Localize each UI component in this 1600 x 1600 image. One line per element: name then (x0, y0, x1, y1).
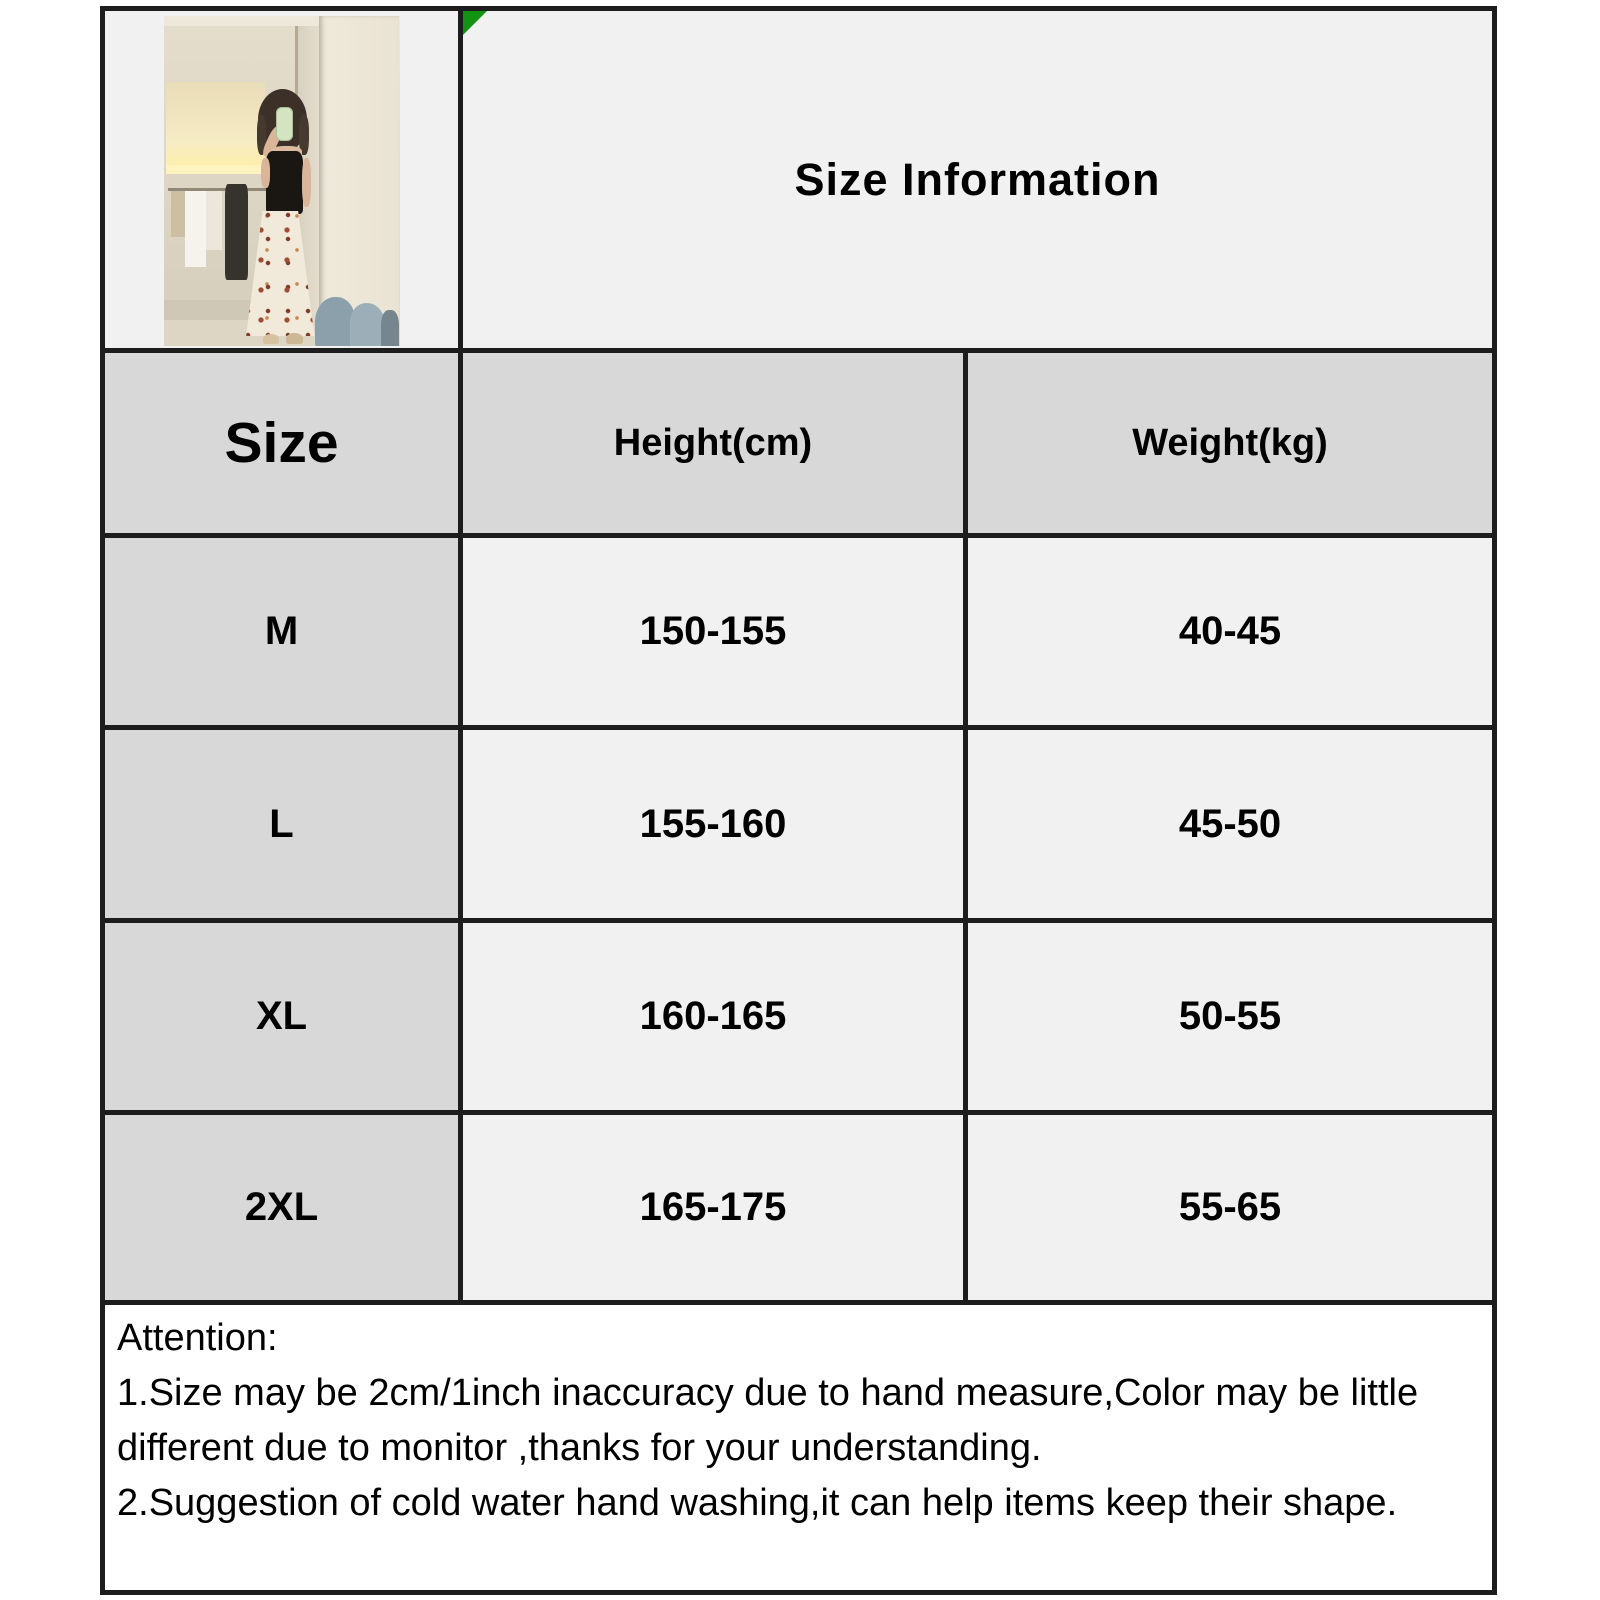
photo-garment-tan (171, 191, 185, 237)
height-value-xl: 160-165 (463, 923, 963, 1110)
weight-value-xl: 50-55 (968, 923, 1492, 1110)
title-cell (463, 11, 1492, 348)
attention-note (105, 1305, 1492, 1590)
size-label-2xl: 2XL (105, 1115, 458, 1300)
photo-shoe-left (263, 334, 280, 344)
photo-cushion-3 (381, 310, 400, 346)
photo-cushion-1 (315, 297, 355, 347)
weight-value-l: 45-50 (968, 730, 1492, 918)
weight-value-2xl: 55-65 (968, 1115, 1492, 1300)
photo-garment-cream (206, 191, 223, 250)
attention-heading: Attention: (117, 1317, 278, 1359)
page-title: Size Information (794, 153, 1161, 205)
attention-note-1: 1.Size may be 2cm/1inch inaccuracy due to hand measure,Color may be little different due to monitor ,thanks for your understanding. (117, 1372, 1419, 1469)
photo-shoe-right (286, 333, 303, 345)
product-photo (164, 16, 400, 346)
height-value-2xl: 165-175 (463, 1115, 963, 1300)
column-header-weight: Weight(kg) (968, 353, 1492, 533)
size-table (100, 6, 1497, 1595)
photo-garment-dark (225, 184, 249, 280)
column-header-height: Height(cm) (463, 353, 963, 533)
green-corner-flag-icon (463, 11, 487, 35)
photo-black-tank-top (266, 151, 303, 214)
size-label-m: M (105, 538, 458, 725)
weight-value-m: 40-45 (968, 538, 1492, 725)
photo-garment-white (185, 191, 206, 267)
size-label-l: L (105, 730, 458, 918)
size-label-xl: XL (105, 923, 458, 1110)
photo-shelf-light (166, 165, 265, 175)
column-header-size: Size (105, 353, 458, 533)
photo-woman-arm-right (302, 158, 311, 208)
product-photo-cell (105, 11, 458, 348)
photo-lighted-niche (166, 82, 265, 168)
height-value-m: 150-155 (463, 538, 963, 725)
attention-note-2: 2.Suggestion of cold water hand washing,it can help items keep their shape. (117, 1482, 1398, 1524)
height-value-l: 155-160 (463, 730, 963, 918)
photo-woman-arm-left (261, 158, 269, 188)
photo-phone (276, 107, 294, 142)
